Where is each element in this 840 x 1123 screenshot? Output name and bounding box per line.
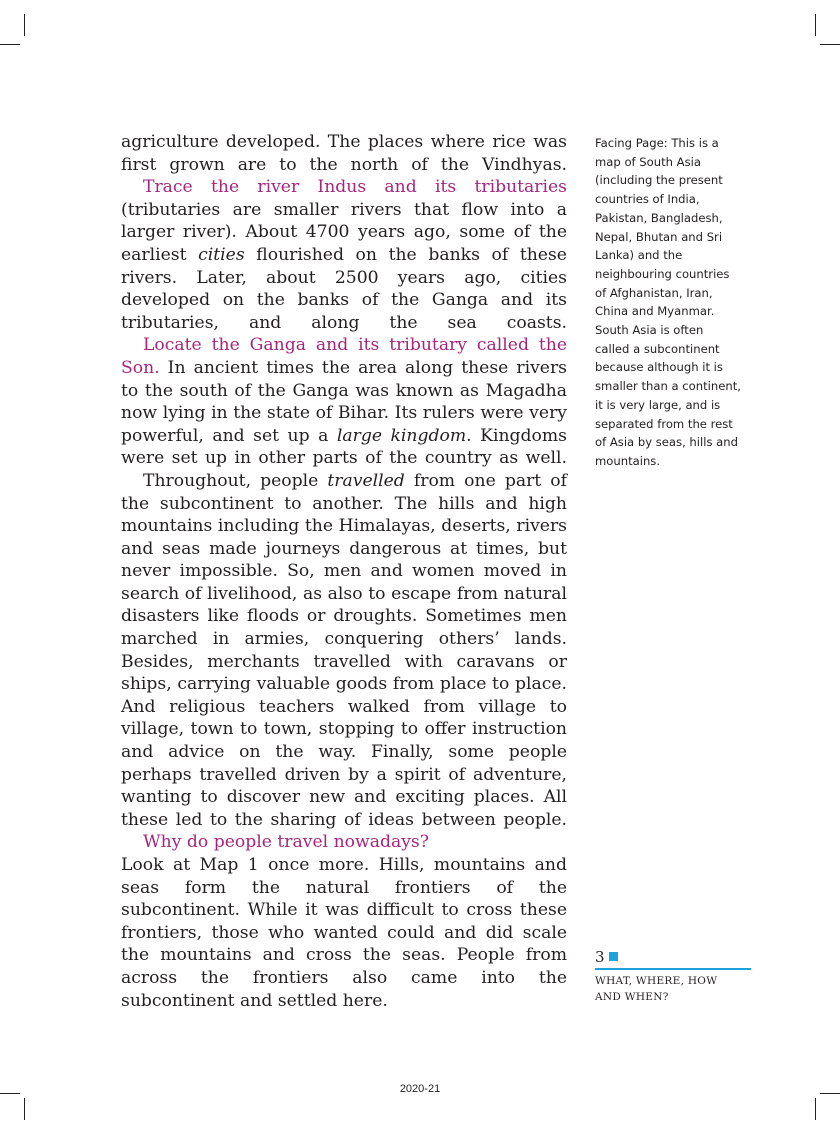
paragraph-indus-text-b: flourished on the banks of these rivers. Later, about 2500 years ago, cities developed on the banks of the Ganga and its tributaries, and along the sea coasts. (121, 244, 567, 333)
chapter-title-line-1: WHAT, WHERE, HOW (595, 975, 718, 987)
page-folio (595, 946, 751, 1003)
paragraph-travel-text-b: from one part of the subcontinent to another. The hills and high mountains including the Himalayas, deserts, rivers and seas made journeys dangerous at times, but never impossible. So, men and women moved in search of livelihood, as also to escape from natural disasters like floods or droughts. Sometimes men marched in armies, conquering others’ lands. Besides, merchants travelled with caravans or ships, carrying valuable goods from place to place. And religious teachers walked from village to village, town to town, stopping to offer instruction and advice on the way. Finally, some people perhaps travelled driven by a spirit of adventure, wanting to discover new and exciting places. All these led to the sharing of ideas between people. (121, 470, 567, 830)
sidenote-line: South Asia is often (595, 323, 704, 338)
emphasis-travelled: travelled (327, 470, 405, 491)
sidenote-line: map of South Asia (595, 154, 701, 169)
crop-mark-top-left-h (0, 44, 20, 45)
crop-mark-top-right-v (815, 14, 816, 36)
sidenote-line: neighbouring countries (595, 266, 730, 281)
sidenote-line: called a subcontinent (595, 341, 720, 356)
sidenote-line: Pakistan, Bangladesh, (595, 210, 723, 225)
emphasis-large-kingdom: large kingdom (336, 425, 467, 446)
paragraph-ganga (121, 334, 567, 470)
folio-square-marker (609, 952, 618, 961)
map-caption-sidenote (595, 134, 755, 471)
sidenote-line: separated from the rest (595, 416, 733, 431)
instruction-trace-indus: Trace the river Indus and its tributaries (143, 177, 567, 198)
page-number: 3 (595, 947, 605, 966)
crop-mark-top-left-v (24, 14, 25, 36)
sidenote-line: (including the present (595, 173, 723, 188)
paragraph-travel (121, 470, 567, 832)
sidenote-line: China and Myanmar. (595, 304, 715, 319)
folio-rule (595, 968, 751, 970)
paragraph-indus-text-a: (tributaries are smaller rivers that flow into a larger river). About 4700 years ago, some of the earliest (121, 199, 567, 265)
sidenote-line: smaller than a continent, (595, 379, 741, 394)
sidenote-line: of Afghanistan, Iran, (595, 285, 713, 300)
sidenote-line: countries of India, (595, 192, 700, 207)
paragraph-travel-text-a: Throughout, people (143, 470, 328, 491)
sidenote-line: mountains. (595, 453, 661, 468)
main-text-column (121, 131, 567, 1012)
sidenote-line: because although it is (595, 360, 723, 375)
crop-mark-top-right-h (820, 44, 840, 45)
paragraph-agriculture: agriculture developed. The places where rice was first grown are to the north of the Vindhyas. (121, 132, 567, 175)
sidenote-line: it is very large, and is (595, 397, 721, 412)
emphasis-cities: cities (198, 244, 245, 265)
edition-year: 2020-21 (399, 1083, 441, 1095)
chapter-title-line-2: AND WHEN? (595, 991, 669, 1003)
sidenote-line: Lanka) and the (595, 248, 683, 263)
chapter-title (595, 973, 717, 1005)
crop-mark-bottom-right-v (815, 1098, 816, 1120)
sidenote-line: Facing Page: This is a (595, 136, 719, 150)
paragraph-frontiers: Look at Map 1 once more. Hills, mountains and seas form the natural frontiers of the subcontinent. While it was difficult to cross these frontiers, those who wanted could and did scale the mountains and cross the seas. People from across the frontiers also came into the subcontinent and settled here. (121, 855, 567, 1011)
crop-mark-bottom-left-v (24, 1098, 25, 1120)
instruction-locate-ganga: Locate the Ganga and its tributary called the Son. (121, 335, 567, 378)
paragraph-ganga-text-b: . Kingdoms were set up in other parts of the country as well. (121, 425, 567, 469)
sidenote-line: of Asia by seas, hills and (595, 435, 738, 450)
paragraph-indus (121, 176, 567, 334)
sidenote-line: Nepal, Bhutan and Sri (595, 229, 723, 244)
question-travel-nowadays: Why do people travel nowadays? (143, 832, 429, 853)
paragraph-ganga-text-a: In ancient times the area along these rivers to the south of the Ganga was known as Magadha now lying in the state of Bihar. Its rulers were very powerful, and set up a (121, 357, 567, 446)
